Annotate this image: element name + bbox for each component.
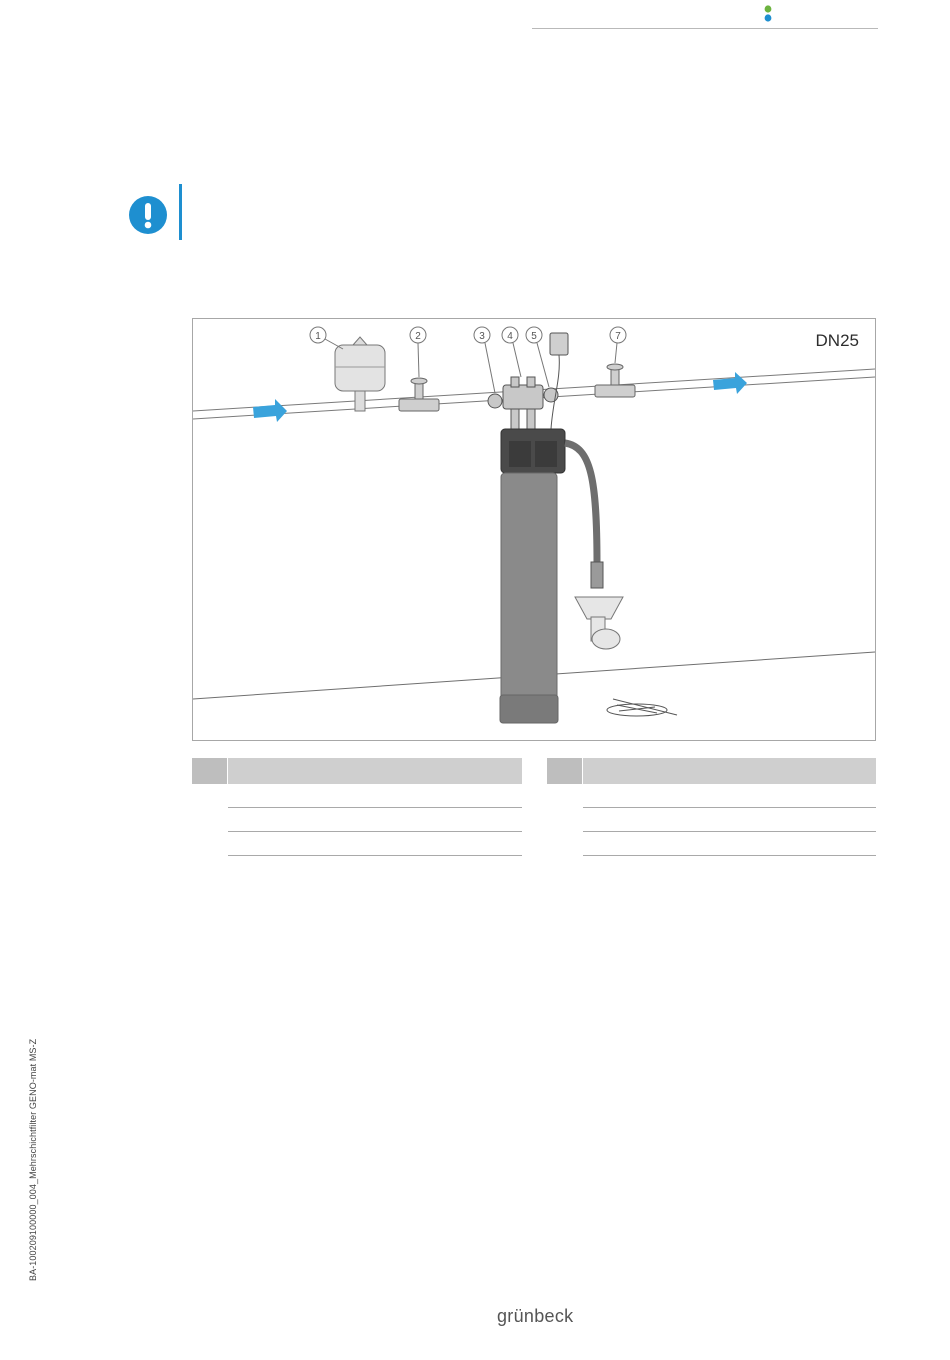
notice-bar (179, 184, 182, 240)
legend-row (547, 808, 876, 832)
floor-drain (607, 699, 677, 716)
brand-logo: grünbeck (497, 1306, 574, 1326)
installation-figure (192, 318, 876, 741)
legend-row (547, 832, 876, 856)
outflow-arrow (713, 372, 747, 394)
legend-header-description (583, 758, 876, 784)
legend-header-number (547, 758, 582, 784)
legend-table-left (192, 758, 522, 856)
drain-funnel (575, 597, 623, 649)
installation-drawing (193, 319, 875, 740)
callout-1-label: 1 (315, 331, 321, 342)
shutoff-valve-2 (399, 378, 439, 411)
legend-header (547, 758, 876, 784)
legend-header-number (192, 758, 227, 784)
legend-table-right (547, 758, 876, 856)
gruenbeck-drops-icon (762, 4, 774, 24)
filter-tank (500, 429, 565, 723)
callout-5-label: 5 (531, 331, 537, 342)
callout-3-label: 3 (479, 331, 485, 342)
legend-row (547, 784, 876, 808)
legend-header-description (228, 758, 522, 784)
callout-4-label: 4 (507, 331, 513, 342)
drain-hose (565, 443, 597, 564)
nominal-size-label: DN25 (815, 331, 859, 350)
header-rule (532, 28, 878, 29)
legend-row (192, 832, 522, 856)
callout-7-label: 7 (615, 331, 621, 342)
callout-2-label: 2 (415, 331, 421, 342)
connection-block (488, 377, 558, 431)
document-id: BA-100209100000_004_Mehrschichtfilter GENO-mat MS-Z (28, 1038, 38, 1281)
legend-row (192, 808, 522, 832)
legend-row (192, 784, 522, 808)
power-plug (550, 333, 568, 429)
legend-header (192, 758, 522, 784)
inflow-arrow (253, 399, 287, 422)
shutoff-valve-7 (595, 364, 635, 397)
exclamation-icon (128, 195, 168, 235)
